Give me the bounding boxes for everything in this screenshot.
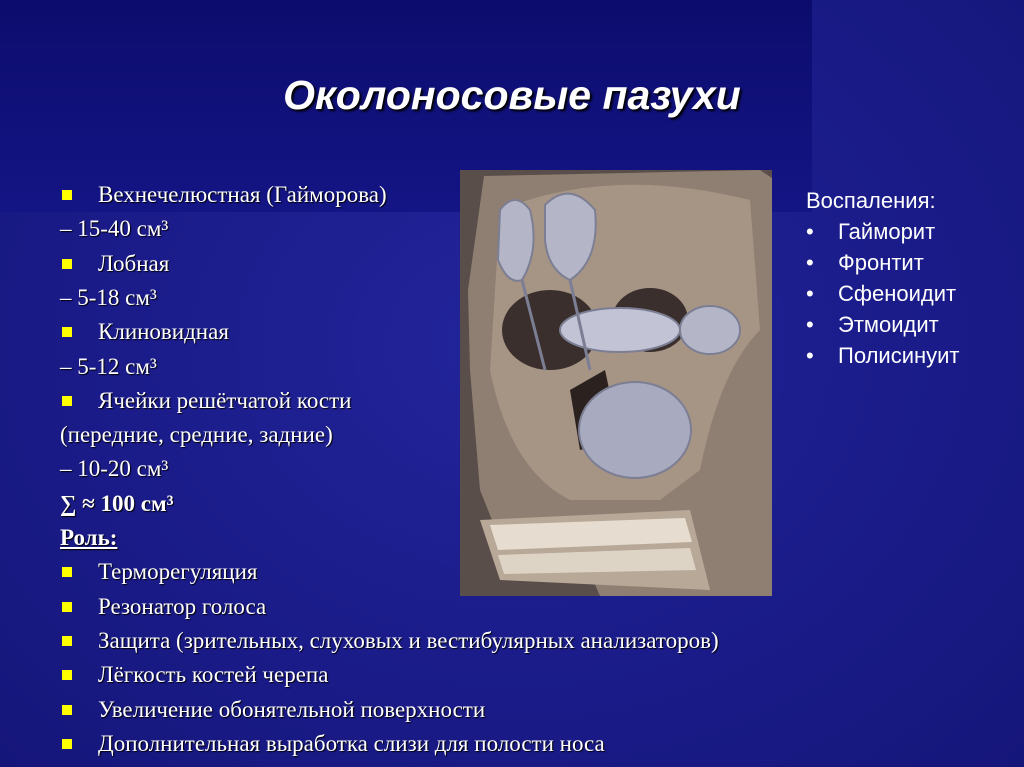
line-text: Увеличение обонятельной поверхности <box>98 696 486 722</box>
bullet-square-icon <box>62 636 72 646</box>
inflammation-item <box>806 343 960 374</box>
inflammation-item <box>806 312 939 343</box>
inflammation-label: Полисинуит <box>838 343 960 368</box>
line-text: Защита (зрительных, слуховых и вестибулярных анализаторов) <box>98 627 719 653</box>
line-text: – 5-18 см³ <box>60 284 157 310</box>
bullet-line <box>60 387 352 414</box>
inflammations-panel <box>806 188 960 374</box>
bullet-square-icon <box>62 602 72 612</box>
bullet-dot-icon: • <box>806 219 814 244</box>
line-text: ∑ ≈ 100 см³ <box>60 490 174 516</box>
line-text: Лёгкость костей черепа <box>98 662 329 688</box>
text-line <box>60 354 157 380</box>
line-text: Резонатор голоса <box>98 593 267 619</box>
bullet-square-icon <box>62 259 72 269</box>
inflammation-item <box>806 281 957 312</box>
skull-sinus-illustration <box>460 170 772 596</box>
bullet-line <box>60 182 387 208</box>
bullet-line <box>60 730 605 757</box>
line-text: Роль: <box>60 525 118 550</box>
inflammation-item <box>806 250 936 281</box>
line-text: Дополнительная выработка слизи для полости носа <box>98 730 605 756</box>
inflammation-label: Фронтит <box>838 250 924 275</box>
inflammation-label: Этмоидит <box>838 312 939 337</box>
text-line <box>60 456 168 482</box>
bullet-square-icon <box>62 567 72 577</box>
text-line <box>60 525 117 551</box>
bullet-line <box>60 593 267 620</box>
line-text: (передние, средние, задние) <box>60 422 333 448</box>
bullet-dot-icon: • <box>806 281 814 306</box>
bullet-line <box>60 662 329 688</box>
line-text: Клиновидная <box>98 319 229 345</box>
line-text: Терморегуляция <box>98 559 258 585</box>
text-line <box>60 216 168 242</box>
line-text: – 10-20 см³ <box>60 456 169 482</box>
line-text: – 5-12 см³ <box>60 353 157 379</box>
bullet-dot-icon: • <box>806 250 814 275</box>
bullet-square-icon <box>62 190 72 200</box>
inflammation-label: Сфеноидит <box>838 281 957 306</box>
bullet-square-icon <box>62 327 72 337</box>
bullet-line <box>60 559 258 585</box>
slide-title: Околоносовые пазухи <box>283 72 741 118</box>
inflammation-label: Гайморит <box>838 219 936 244</box>
bullet-line <box>60 627 719 654</box>
line-text: Лобная <box>98 250 170 276</box>
bullet-dot-icon: • <box>806 312 814 337</box>
bullet-square-icon <box>62 670 72 680</box>
inflammation-item <box>806 219 936 250</box>
bullet-dot-icon: • <box>806 343 814 368</box>
bullet-square-icon <box>62 739 72 749</box>
text-line <box>60 422 333 448</box>
text-line <box>60 285 157 311</box>
line-text: Вехнечелюстная (Гайморова) <box>98 182 387 207</box>
bullet-line <box>60 319 229 345</box>
inflammations-heading: Воспаления: <box>806 188 936 213</box>
bullet-square-icon <box>62 705 72 715</box>
bullet-line <box>60 696 486 723</box>
line-text: – 15-40 см³ <box>60 216 169 242</box>
bullet-square-icon <box>62 396 72 406</box>
text-line <box>60 491 174 517</box>
bullet-line <box>60 250 170 277</box>
line-text: Ячейки решётчатой кости <box>98 387 352 413</box>
